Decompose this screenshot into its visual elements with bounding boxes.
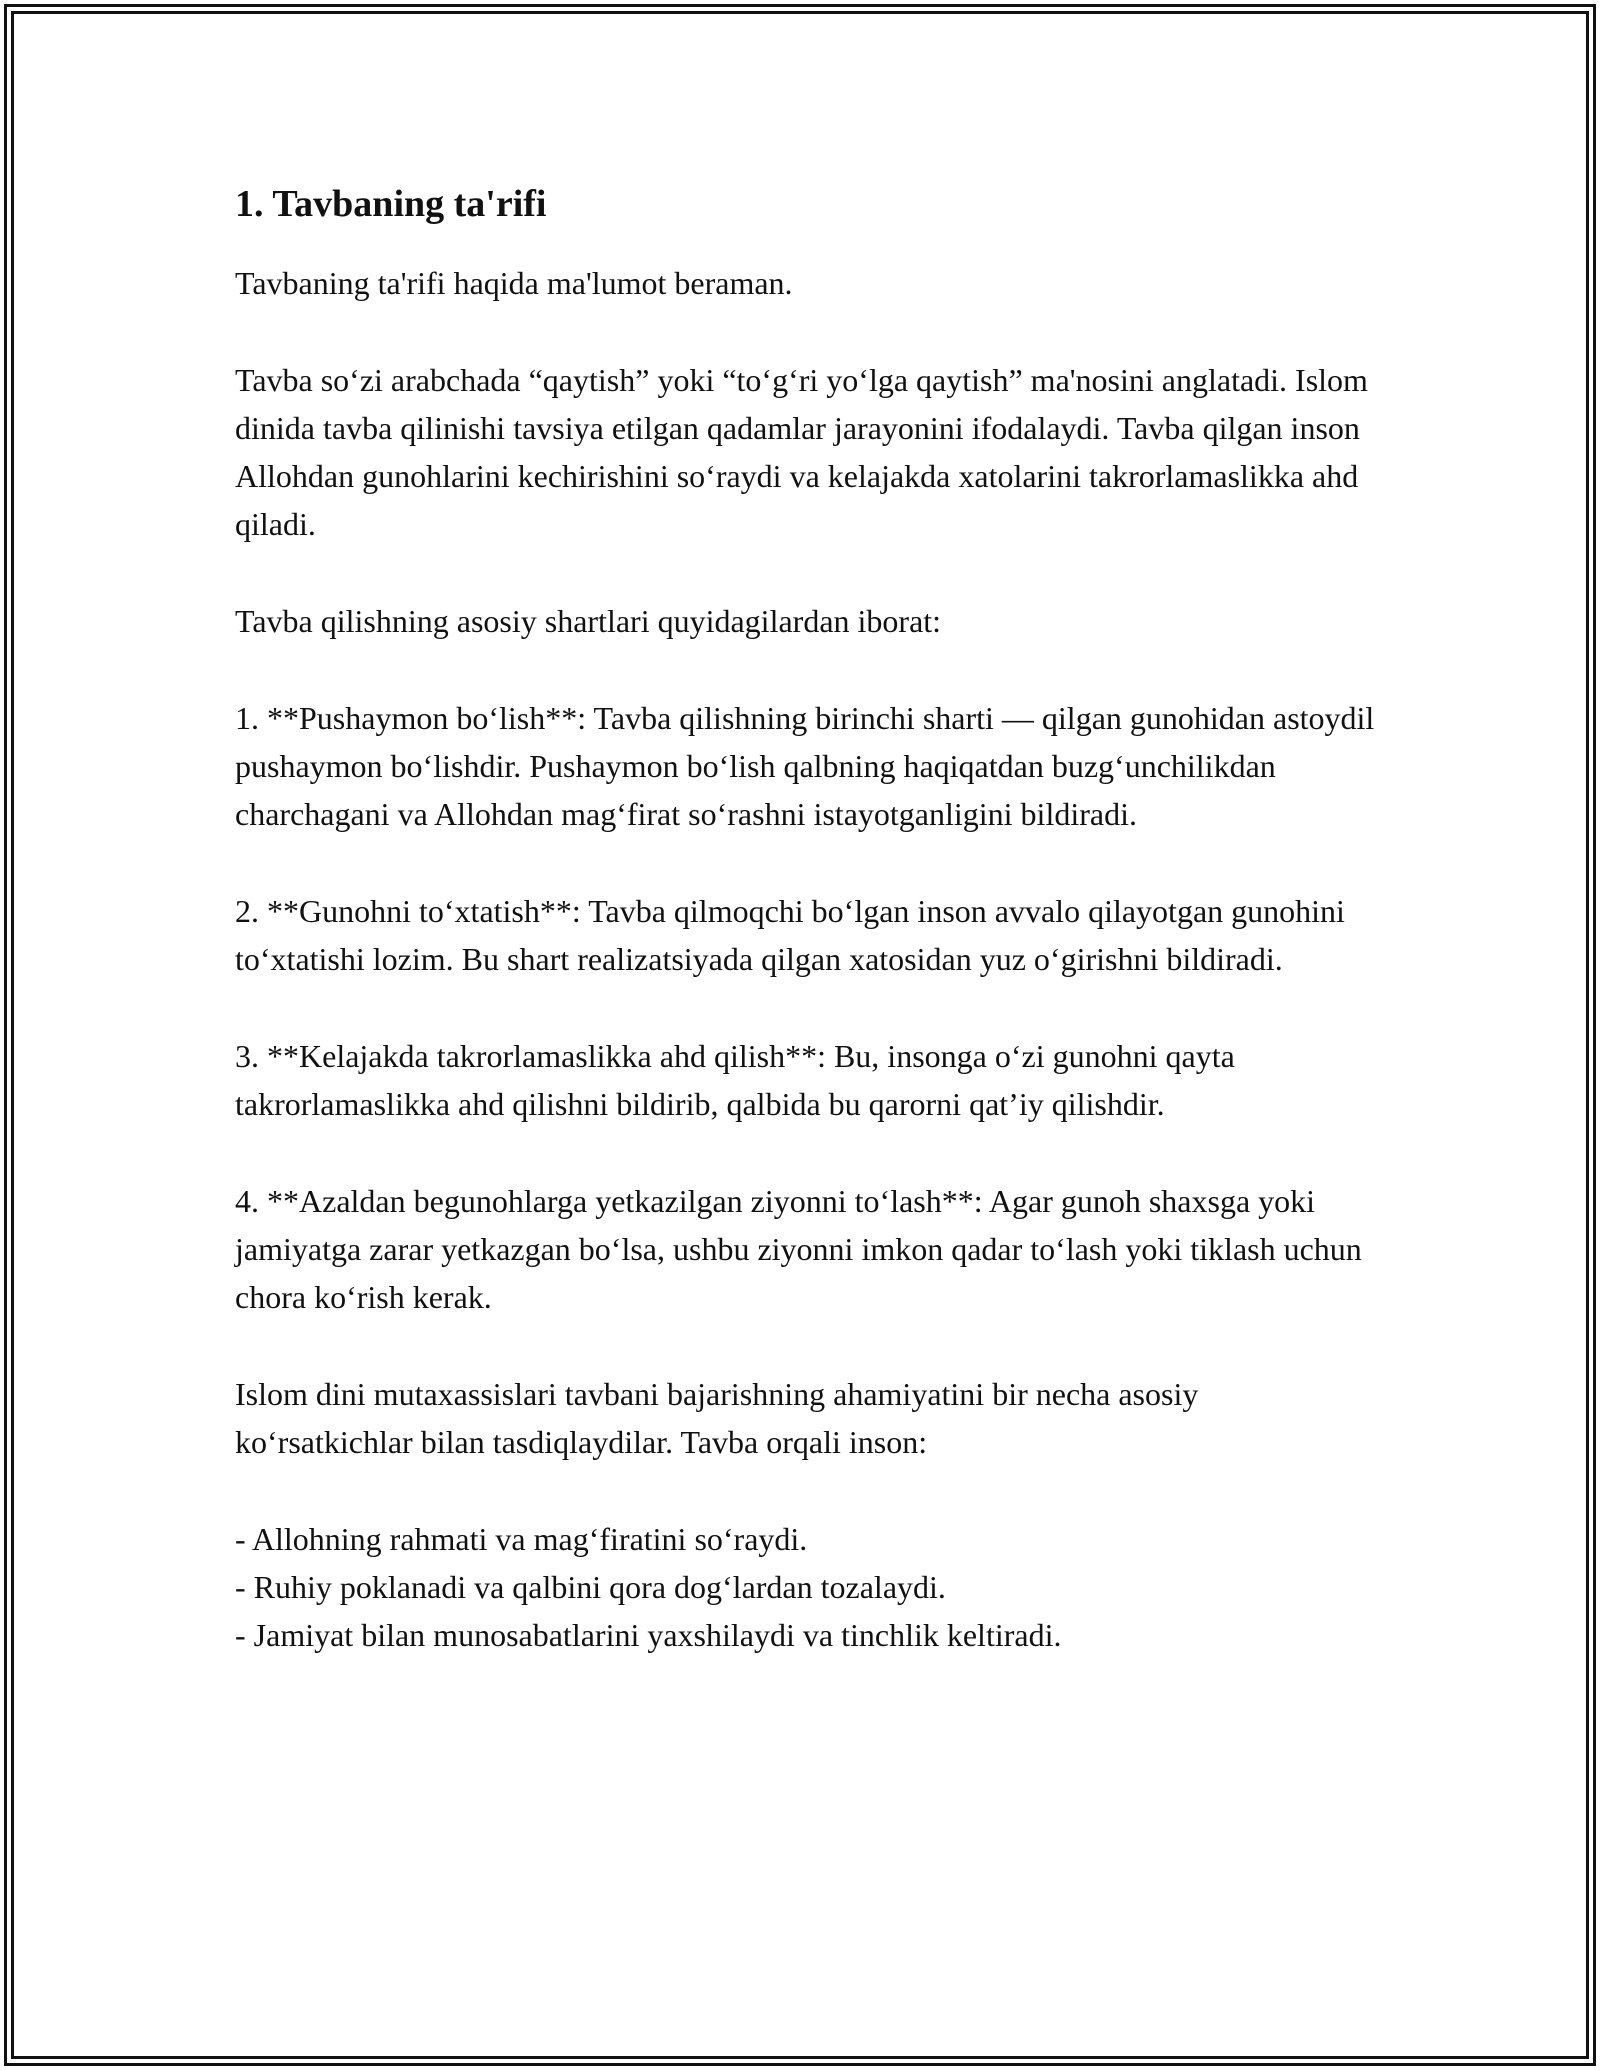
benefit-item: - Ruhiy poklanadi va qalbini qora dog‘lardan tozalaydi. — [235, 1569, 946, 1606]
benefit-item: - Jamiyat bilan munosabatlarini yaxshilaydi va tinchlik keltiradi. — [235, 1617, 1062, 1654]
intro-paragraph: Tavbaning ta'rifi haqida ma'lumot beraman. — [235, 265, 793, 302]
condition-item: 4. **Azaldan begunohlarga yetkazilgan ziyonni to‘lash**: Agar gunoh shaxsga yoki jamiyatga zarar yetkazgan bo‘lsa, ushbu ziyonni imkon qadar to‘lash yoki tiklash uchun chora ko‘rish kerak. — [235, 1183, 1362, 1316]
condition-item: 1. **Pushaymon bo‘lish**: Tavba qilishning birinchi sharti — qilgan gunohidan astoydil pushaymon bo‘lishdir. Pushaymon bo‘lish qalbning haqiqatdan buzg‘unchilikdan charchagani va Allohdan mag‘firat so‘rashni istayotganligini bildiradi. — [235, 700, 1375, 833]
section-heading: 1. Tavbaning ta'rifi — [235, 183, 547, 225]
benefit-item: - Allohning rahmati va mag‘firatini so‘raydi. — [235, 1521, 808, 1558]
document-body — [235, 180, 1375, 1659]
conditions-intro-paragraph: Tavba qilishning asosiy shartlari quyidagilardan iborat: — [235, 603, 942, 640]
condition-item: 3. **Kelajakda takrorlamaslikka ahd qilish**: Bu, insonga o‘zi gunohni qayta takrorlamaslikka ahd qilishni bildirib, qalbida bu qarorni qat’iy qilishdir. — [235, 1038, 1235, 1123]
benefits-list — [235, 1515, 1375, 1659]
importance-paragraph: Islom dini mutaxassislari tavbani bajarishning ahamiyatini bir necha asosiy ko‘rsatkichlar bilan tasdiqlaydilar. Tavba orqali inson: — [235, 1376, 1199, 1461]
condition-item: 2. **Gunohni to‘xtatish**: Tavba qilmoqchi bo‘lgan inson avvalo qilayotgan gunohini to‘xtatishi lozim. Bu shart realizatsiyada qilgan xatosidan yuz o‘girishni bildiradi. — [235, 893, 1345, 978]
definition-paragraph: Tavba so‘zi arabchada “qaytish” yoki “to‘g‘ri yo‘lga qaytish” ma'nosini anglatadi. Islom dinida tavba qilinishi tavsiya etilgan qadamlar jarayonini ifodalaydi. Tavba qilgan inson Allohdan gunohlarini kechirishini so‘raydi va kelajakda xatolarini takrorlamaslikka ahd qiladi. — [235, 362, 1368, 543]
